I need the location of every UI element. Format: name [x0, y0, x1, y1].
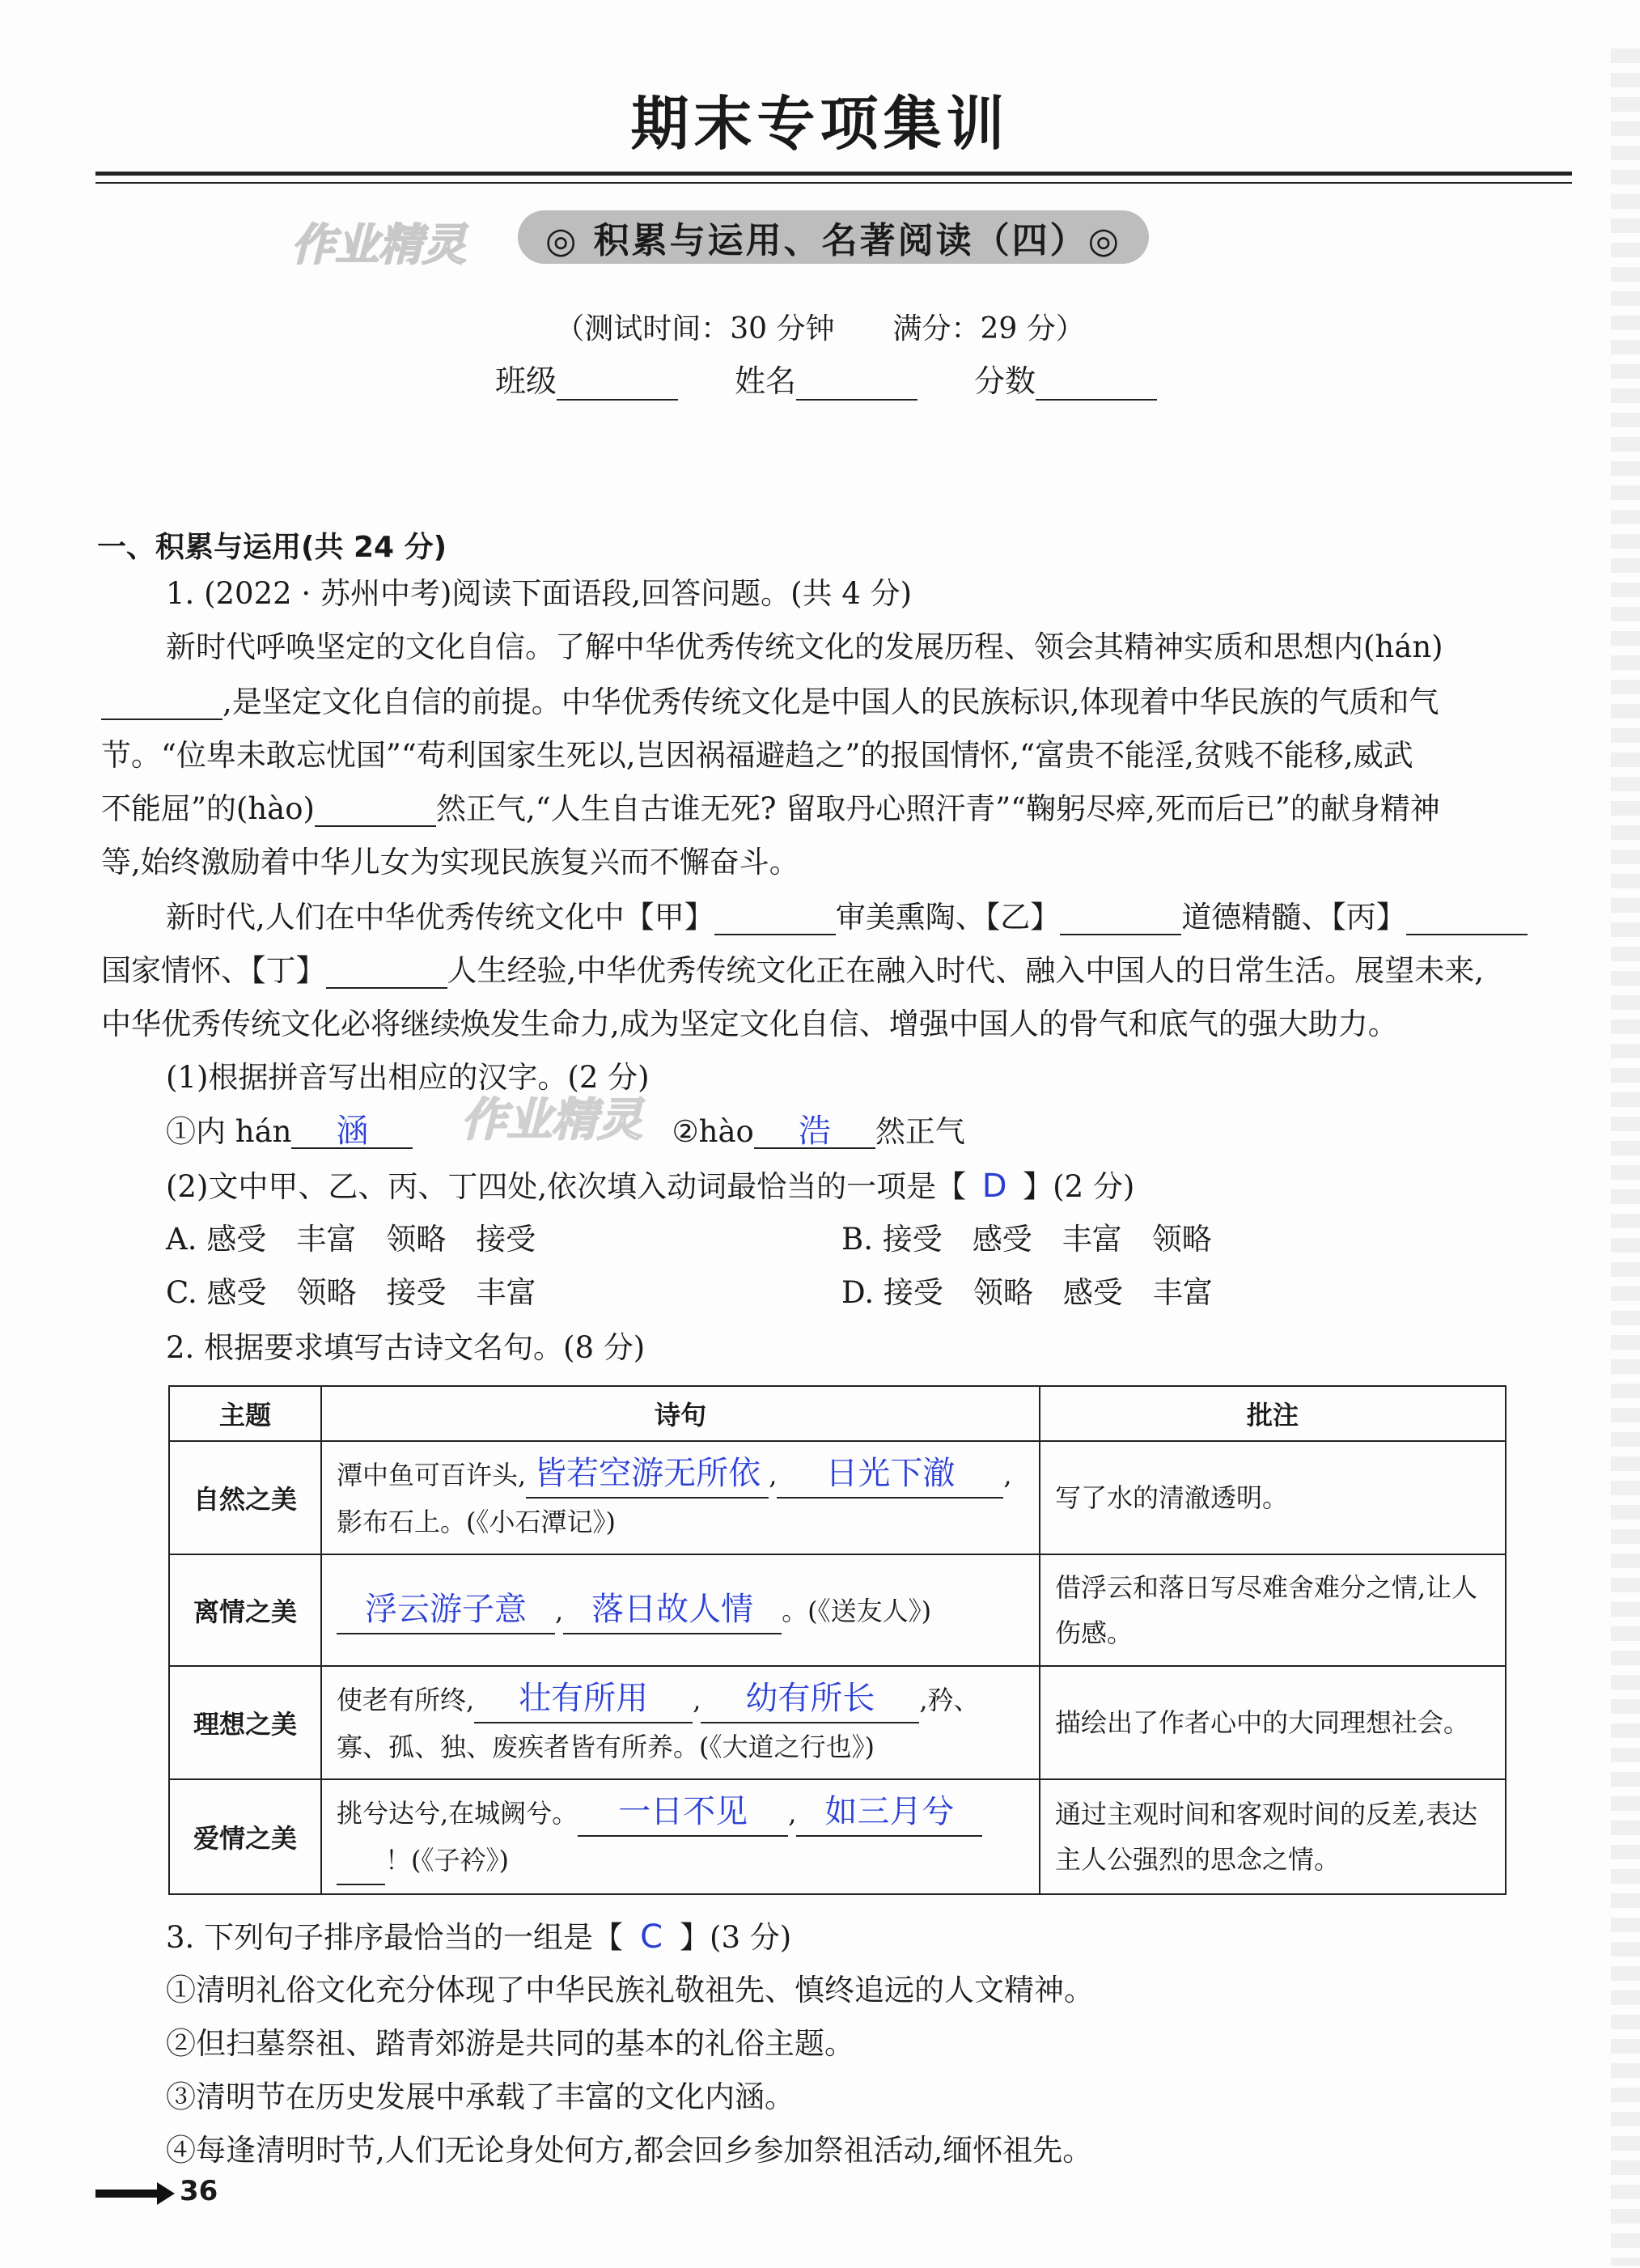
- option-a: A. 感受 丰富 领略 接受: [166, 1222, 536, 1257]
- option-c: C. 感受 领略 接受 丰富: [166, 1275, 536, 1310]
- q1-sub2-stem: (2)文中甲、乙、丙、丁四处,依次填入动词最恰当的一项是【 D 】(2 分): [166, 1168, 1135, 1205]
- header-theme: 主题: [169, 1386, 321, 1441]
- answer-blank[interactable]: 皆若空游无所依: [526, 1450, 769, 1499]
- option-d: D. 接受 领略 感受 丰富: [841, 1275, 1213, 1310]
- q1-para1-line2: ,是坚定文化自信的前提。中华优秀传统文化是中国人的民族标识,体现着中华民族的气质和气: [101, 686, 1439, 720]
- q1-para1-line3: 节。“位卑未敢忘忧国”“苟利国家生死以,岂因祸福避趋之”的报国情怀,“富贵不能淫,贫贱不能移,威武: [101, 738, 1413, 773]
- answer-blank[interactable]: 如三月兮: [796, 1788, 982, 1837]
- q3-stem: 3. 下列句子排序最恰当的一组是【 C 】(3 分): [166, 1918, 792, 1956]
- q2-stem: 2. 根据要求填写古诗文名句。(8 分): [166, 1330, 646, 1365]
- page-arrowhead-icon: [157, 2182, 175, 2205]
- student-info-row: [495, 356, 1157, 401]
- q1-para1-line5: 等,始终激励着中华儿女为实现民族复兴而不懈奋斗。: [101, 845, 799, 880]
- score-field[interactable]: 分数: [974, 356, 1157, 401]
- answer-blank[interactable]: 壮有所用: [474, 1675, 693, 1723]
- poem-table: [168, 1385, 1507, 1895]
- answer-blank[interactable]: 幼有所长: [701, 1675, 919, 1723]
- class-field[interactable]: 班级: [495, 356, 678, 401]
- q1-para1-line1: 新时代呼唤坚定的文化自信。了解中华优秀传统文化的发展历程、领会其精神实质和思想内(hán): [166, 630, 1443, 664]
- q3-sentence-3: ③清明节在历史发展中承载了丰富的文化内涵。: [166, 2079, 795, 2114]
- table-header-row: [169, 1386, 1506, 1441]
- q1-sub1-stem: (1)根据拼音写出相应的汉字。(2 分): [166, 1060, 650, 1095]
- header-note: 批注: [1040, 1386, 1506, 1441]
- section-banner: ◎ 积累与运用、名著阅读（四）◎: [518, 210, 1149, 264]
- table-row: 离情之美 浮云游子意 , 落日故人情 。(《送友人》) 借浮云和落日写尽难舍难分之情,让人伤感。: [169, 1554, 1506, 1666]
- answer-blank[interactable]: 日光下澈: [777, 1450, 1003, 1499]
- answer-hao[interactable]: 浩: [754, 1115, 875, 1149]
- q3-sentence-1: ①清明礼俗文化充分体现了中华民族礼敬祖先、慎终追远的人文精神。: [166, 1973, 1094, 2007]
- table-row: 爱情之美 挑兮达兮,在城阙兮。 一日不见 , 如三月兮 ！(《子衿》) 通过主观时间和客观时间的反差,表达主人公强烈的思念之情。: [169, 1779, 1506, 1894]
- q1-para2-line3: 中华优秀传统文化必将继续焕发生命力,成为坚定文化自信、增强中国人的骨气和底气的强大助力。: [101, 1007, 1398, 1041]
- title-rule-thin: [95, 182, 1572, 184]
- watermark-logo: 作业精灵: [291, 218, 466, 270]
- answer-blank[interactable]: 一日不见: [578, 1788, 788, 1837]
- answer-blank[interactable]: 浮云游子意: [337, 1586, 555, 1634]
- table-row: 自然之美 潭中鱼可百许头, 皆若空游无所依 , 日光下澈 , 影布石上。(《小石潭记》) 写了水的清澈透明。: [169, 1441, 1506, 1554]
- answer-q3[interactable]: C: [640, 1918, 663, 1956]
- page-edge-texture: [1611, 49, 1640, 2266]
- section-heading: 一、积累与运用(共 24 分): [97, 531, 447, 564]
- q3-sentence-4: ④每逢清明时节,人们无论身处何方,都会回乡参加祭祖活动,缅怀祖先。: [166, 2133, 1093, 2168]
- test-info: （测试时间：30 分钟 满分：29 分）: [555, 312, 1085, 345]
- table-row: 理想之美 使老有所终, 壮有所用 , 幼有所长 ,矜、 寡、孤、独、废疾者皆有所养。(《大道之行也》) 描绘出了作者心中的大同理想社会。: [169, 1666, 1506, 1779]
- option-b: B. 接受 感受 丰富 领略: [841, 1222, 1212, 1257]
- q1-sub1-answers: ①内 hán 涵 ②hào 浩 然正气: [166, 1113, 965, 1150]
- page-title: 期末专项集训: [630, 89, 1010, 158]
- header-verse: 诗句: [321, 1386, 1040, 1441]
- answer-han[interactable]: 涵: [291, 1115, 413, 1149]
- answer-q1-sub2[interactable]: D: [981, 1168, 1007, 1205]
- q3-sentence-2: ②但扫墓祭祖、踏青郊游是共同的基本的礼俗主题。: [166, 2026, 854, 2061]
- q1-para1-line4: 不能屈”的(hào) 然正气,“人生自古谁无死? 留取丹心照汗青”“鞠躬尽瘁,死而后已”的献身精神: [101, 791, 1440, 826]
- name-field[interactable]: 姓名: [735, 356, 917, 401]
- title-rule-thick: [95, 172, 1572, 176]
- q1-para2-line1: 新时代,人们在中华优秀传统文化中【甲】 审美熏陶、【乙】 道德精髓、【丙】: [166, 901, 1528, 935]
- watermark-logo-center: 作业精灵: [461, 1093, 642, 1147]
- q1-para2-line2: 国家情怀、【丁】 人生经验,中华优秀传统文化正在融入时代、融入中国人的日常生活。展望未来,: [101, 953, 1485, 988]
- page-arrow-icon: [95, 2190, 160, 2198]
- q1-stem: 1. (2022 · 苏州中考)阅读下面语段,回答问题。(共 4 分): [166, 576, 913, 611]
- answer-blank[interactable]: 落日故人情: [563, 1586, 782, 1634]
- page-number: 36: [180, 2175, 218, 2207]
